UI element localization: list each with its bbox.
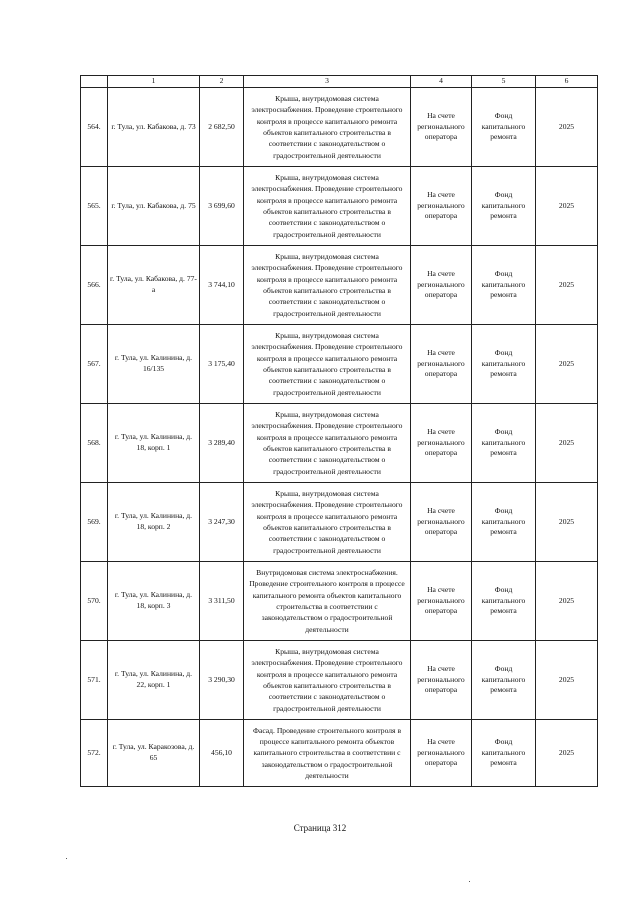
address-cell: г. Тула, ул. Калинина, д. 18, корп. 2: [108, 483, 200, 562]
works-description-cell: Крыша, внутридомовая система электроснабжения. Проведение строительного контроля в процессе капитального ремонта объектов капитального строительства в соответствии с законодательством о градостроительной деятельности: [244, 325, 411, 404]
works-description-cell: Фасад. Проведение строительного контроля в процессе капитального ремонта объектов капитального строительства в соответствии с законодательством о градостроительной деятельности: [244, 720, 411, 787]
column-number: 6: [536, 76, 598, 88]
column-number: 3: [244, 76, 411, 88]
row-number: 566.: [81, 246, 108, 325]
works-description-cell: Крыша, внутридомовая система электроснабжения. Проведение строительного контроля в процессе капитального ремонта объектов капитального строительства в соответствии с законодательством о градостроительной деятельности: [244, 88, 411, 167]
column-number: 4: [411, 76, 472, 88]
row-number: 567.: [81, 325, 108, 404]
account-cell: На счете регионального оператора: [411, 404, 472, 483]
column-number: 5: [472, 76, 536, 88]
year-cell: 2025: [536, 404, 598, 483]
fund-source-cell: Фонд капитального ремонта: [472, 562, 536, 641]
address-cell: г. Тула, ул. Кабакова, д. 75: [108, 167, 200, 246]
page-number: Страница 312: [293, 823, 347, 833]
account-cell: На счете регионального оператора: [411, 325, 472, 404]
account-cell: На счете регионального оператора: [411, 246, 472, 325]
table-row: [81, 88, 598, 167]
address-cell: г. Тула, ул. Калинина, д. 16/135: [108, 325, 200, 404]
cost-cell: 3 744,10: [200, 246, 244, 325]
column-number-row: [81, 76, 598, 88]
works-description-cell: Крыша, внутридомовая система электроснабжения. Проведение строительного контроля в процессе капитального ремонта объектов капитального строительства в соответствии с законодательством о градостроительной деятельности: [244, 483, 411, 562]
row-number: 570.: [81, 562, 108, 641]
account-cell: На счете регионального оператора: [411, 720, 472, 787]
table-row: [81, 325, 598, 404]
cost-cell: 456,10: [200, 720, 244, 787]
address-cell: г. Тула, ул. Кабакова, д. 77-а: [108, 246, 200, 325]
year-cell: 2025: [536, 246, 598, 325]
year-cell: 2025: [536, 720, 598, 787]
cost-cell: 2 682,50: [200, 88, 244, 167]
year-cell: 2025: [536, 483, 598, 562]
capital-repair-table: [80, 75, 598, 787]
address-cell: г. Тула, ул. Калинина, д. 18, корп. 1: [108, 404, 200, 483]
account-cell: На счете регионального оператора: [411, 641, 472, 720]
fund-source-cell: Фонд капитального ремонта: [472, 246, 536, 325]
table-row: [81, 720, 598, 787]
table-row: [81, 641, 598, 720]
column-number: 2: [200, 76, 244, 88]
cost-cell: 3 699,60: [200, 167, 244, 246]
cost-cell: 3 175,40: [200, 325, 244, 404]
cost-cell: 3 311,50: [200, 562, 244, 641]
address-cell: г. Тула, ул. Кабакова, д. 73: [108, 88, 200, 167]
year-cell: 2025: [536, 641, 598, 720]
account-cell: На счете регионального оператора: [411, 167, 472, 246]
header-blank-cell: [81, 76, 108, 88]
row-number: 568.: [81, 404, 108, 483]
cost-cell: 3 290,30: [200, 641, 244, 720]
address-cell: г. Тула, ул. Каракозова, д. 65: [108, 720, 200, 787]
account-cell: На счете регионального оператора: [411, 88, 472, 167]
account-cell: На счете регионального оператора: [411, 483, 472, 562]
row-number: 569.: [81, 483, 108, 562]
address-cell: г. Тула, ул. Калинина, д. 18, корп. 3: [108, 562, 200, 641]
row-number: 565.: [81, 167, 108, 246]
table-row: [81, 562, 598, 641]
row-number: 564.: [81, 88, 108, 167]
fund-source-cell: Фонд капитального ремонта: [472, 325, 536, 404]
cost-cell: 3 289,40: [200, 404, 244, 483]
works-description-cell: Крыша, внутридомовая система электроснабжения. Проведение строительного контроля в процессе капитального ремонта объектов капитального строительства в соответствии с законодательством о градостроительной деятельности: [244, 404, 411, 483]
works-description-cell: Крыша, внутридомовая система электроснабжения. Проведение строительного контроля в процессе капитального ремонта объектов капитального строительства в соответствии с законодательством о градостроительной деятельности: [244, 167, 411, 246]
works-description-cell: Крыша, внутридомовая система электроснабжения. Проведение строительного контроля в процессе капитального ремонта объектов капитального строительства в соответствии с законодательством о градостроительной деятельности: [244, 641, 411, 720]
table-row: [81, 246, 598, 325]
address-cell: г. Тула, ул. Калинина, д. 22, корп. 1: [108, 641, 200, 720]
works-description-cell: Внутридомовая система электроснабжения. Проведение строительного контроля в процессе капитального ремонта объектов капитального строительства в соответствии с законодательством о градостроительной деятельности: [244, 562, 411, 641]
fund-source-cell: Фонд капитального ремонта: [472, 720, 536, 787]
row-number: 572.: [81, 720, 108, 787]
year-cell: 2025: [536, 167, 598, 246]
row-number: 571.: [81, 641, 108, 720]
column-number: 1: [108, 76, 200, 88]
fund-source-cell: Фонд капитального ремонта: [472, 404, 536, 483]
fund-source-cell: Фонд капитального ремонта: [472, 483, 536, 562]
scan-speck: [469, 881, 470, 882]
table-row: [81, 483, 598, 562]
table-row: [81, 167, 598, 246]
fund-source-cell: Фонд капитального ремонта: [472, 641, 536, 720]
year-cell: 2025: [536, 562, 598, 641]
scan-speck: [66, 858, 67, 859]
year-cell: 2025: [536, 325, 598, 404]
cost-cell: 3 247,30: [200, 483, 244, 562]
works-description-cell: Крыша, внутридомовая система электроснабжения. Проведение строительного контроля в процессе капитального ремонта объектов капитального строительства в соответствии с законодательством о градостроительной деятельности: [244, 246, 411, 325]
account-cell: На счете регионального оператора: [411, 562, 472, 641]
table-row: [81, 404, 598, 483]
fund-source-cell: Фонд капитального ремонта: [472, 167, 536, 246]
year-cell: 2025: [536, 88, 598, 167]
fund-source-cell: Фонд капитального ремонта: [472, 88, 536, 167]
